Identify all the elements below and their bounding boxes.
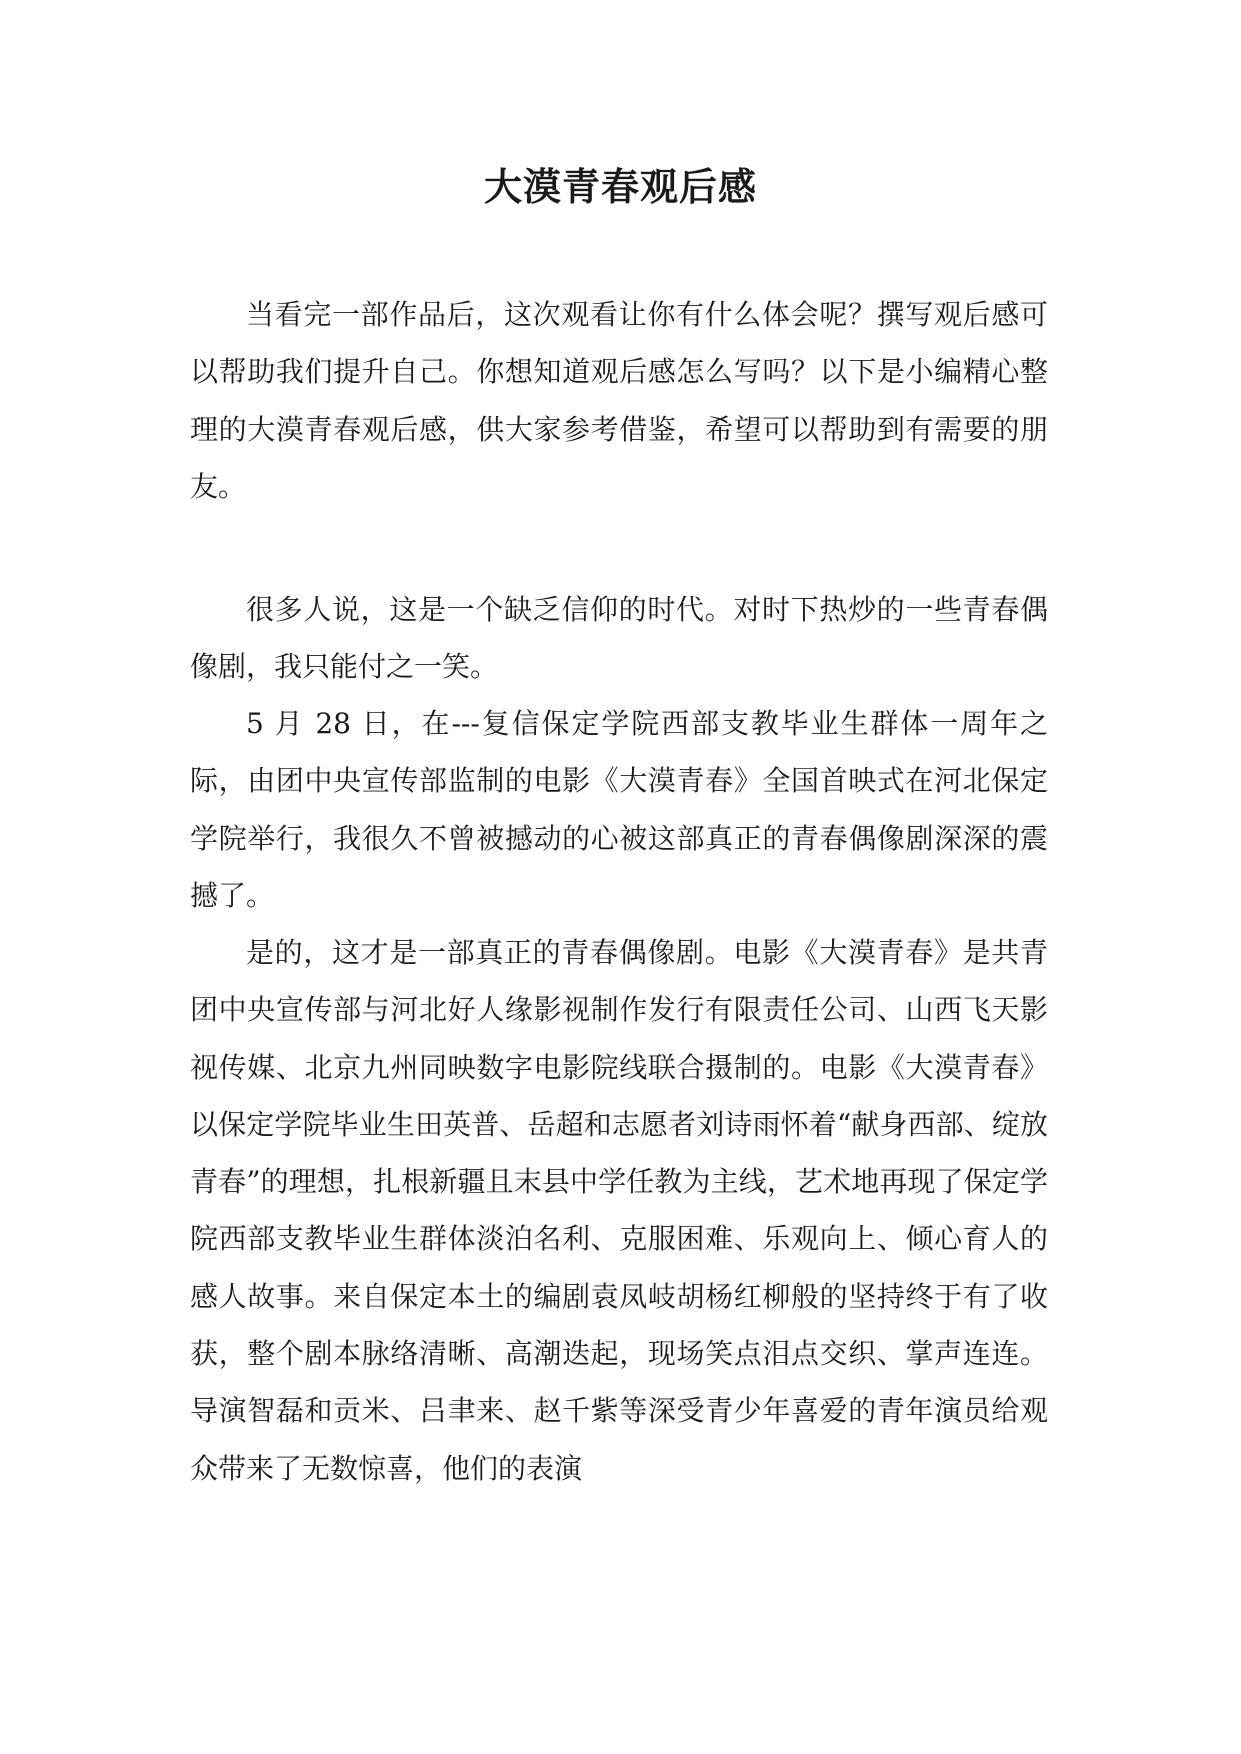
body-paragraph-1: 很多人说，这是一个缺乏信仰的时代。对时下热炒的一些青春偶像剧，我只能付之一笑。 <box>190 593 1048 684</box>
intro-paragraph: 当看完一部作品后，这次观看让你有什么体会呢？撰写观后感可以帮助我们提升自己。你想知道观后感怎么写吗？以下是小编精心整理的大漠青春观后感，供大家参考借鉴，希望可以帮助到有需要的朋友。 <box>190 298 1048 503</box>
document-title: 大漠青春观后感 <box>483 164 757 209</box>
body-paragraph-3: 是的，这才是一部真正的青春偶像剧。电影《大漠青春》是共青团中央宣传部与河北好人缘影视制作发行有限责任公司、山西飞天影视传媒、北京九州同映数字电影院线联合摄制的。电影《大漠青春》以保定学院毕业生田英普、岳超和志愿者刘诗雨怀着“献身西部、绽放青春”的理想，扎根新疆且末县中学任教为主线，艺术地再现了保定学院西部支教毕业生群体淡泊名利、克服困难、乐观向上、倾心育人的感人故事。来自保定本土的编剧袁凤岐胡杨红柳般的坚持终于有了收获，整个剧本脉络清晰、高潮迭起，现场笑点泪点交织、掌声连连。导演智磊和贡米、吕聿来、赵千紫等深受青少年喜爱的青年演员给观众带来了无数惊喜，他们的表演 <box>190 936 1048 1485</box>
body-paragraph-2: 5 月 28 日，在---复信保定学院西部支教毕业生群体一周年之际，由团中央宣传部监制的电影《大漠青春》全国首映式在河北保定学院举行，我很久不曾被撼动的心被这部真正的青春偶像剧深深的震撼了。 <box>190 707 1048 912</box>
